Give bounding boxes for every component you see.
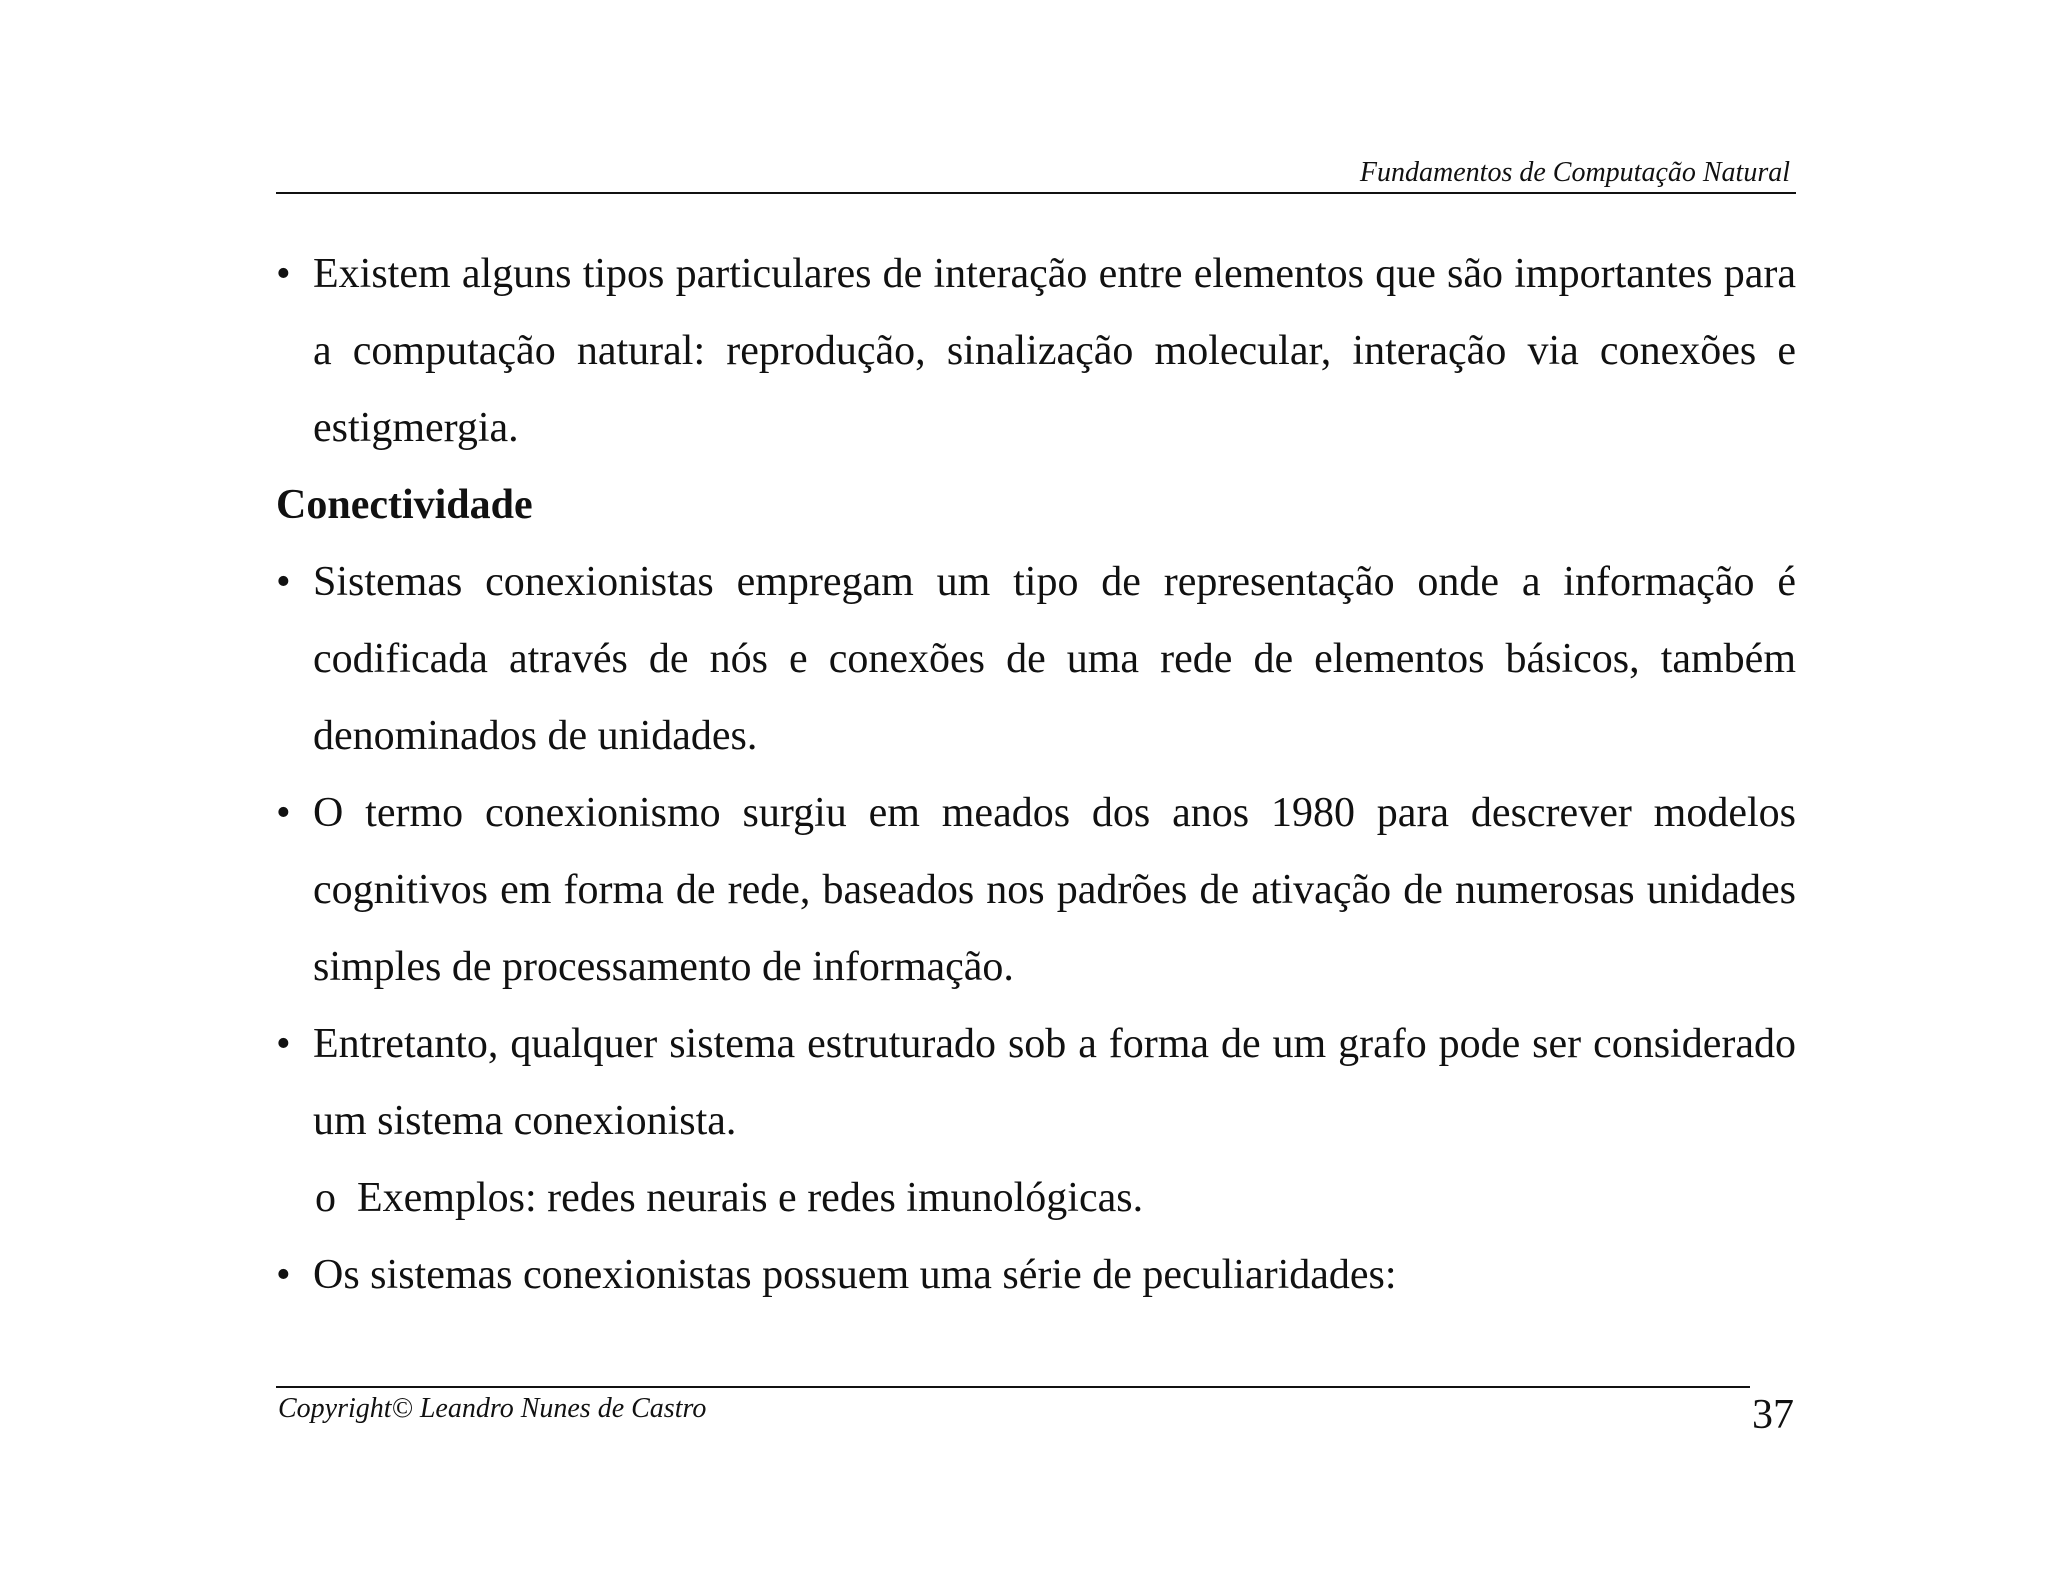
bullet-text: Os sistemas conexionistas possuem uma série de peculiaridades:: [313, 1252, 1397, 1298]
bullet-text: Sistemas conexionistas empregam um tipo de representação onde a informação é codificada através de nós e conexões de uma rede de elementos básicos, também denominados de unidades.: [313, 559, 1796, 759]
bullet-peculiarities: [276, 1237, 1796, 1314]
bullet-marker: •: [276, 559, 291, 605]
subbullet-marker: o: [315, 1175, 336, 1221]
bullet-marker: •: [276, 251, 291, 297]
bullet-text: Entretanto, qualquer sistema estruturado sob a forma de um grafo pode ser considerado um sistema conexionista.: [313, 1021, 1796, 1144]
bullet-marker: •: [276, 790, 291, 836]
running-header-title: Fundamentos de Computação Natural: [1359, 157, 1790, 188]
bullet-connectionist-representation: [276, 544, 1796, 775]
running-header: [276, 150, 1796, 194]
section-heading: Conectividade: [276, 482, 533, 528]
bullet-text: O termo conexionismo surgiu em meados dos anos 1980 para descrever modelos cognitivos em forma de rede, baseados nos padrões de ativação de numerosas unidades simples de processamento de informação.: [313, 790, 1796, 990]
bullet-connectionism-origin: [276, 775, 1796, 1006]
subbullet-text: Exemplos: redes neurais e redes imunológicas.: [357, 1175, 1144, 1221]
footer-copyright: Copyright© Leandro Nunes de Castro: [278, 1393, 707, 1424]
bullet-text: Existem alguns tipos particulares de interação entre elementos que são importantes para a computação natural: reprodução, sinalização molecular, interação via conexões e estigmergia.: [313, 251, 1796, 451]
bullet-marker: •: [276, 1252, 291, 1298]
footer-rule: [276, 1386, 1750, 1388]
page-content: [276, 236, 1796, 1314]
bullet-marker: •: [276, 1021, 291, 1067]
page-number: 37: [1752, 1392, 1794, 1438]
subbullet-examples: [276, 1160, 1796, 1237]
bullet-graph-systems: [276, 1006, 1796, 1160]
bullet-interaction-types: [276, 236, 1796, 467]
